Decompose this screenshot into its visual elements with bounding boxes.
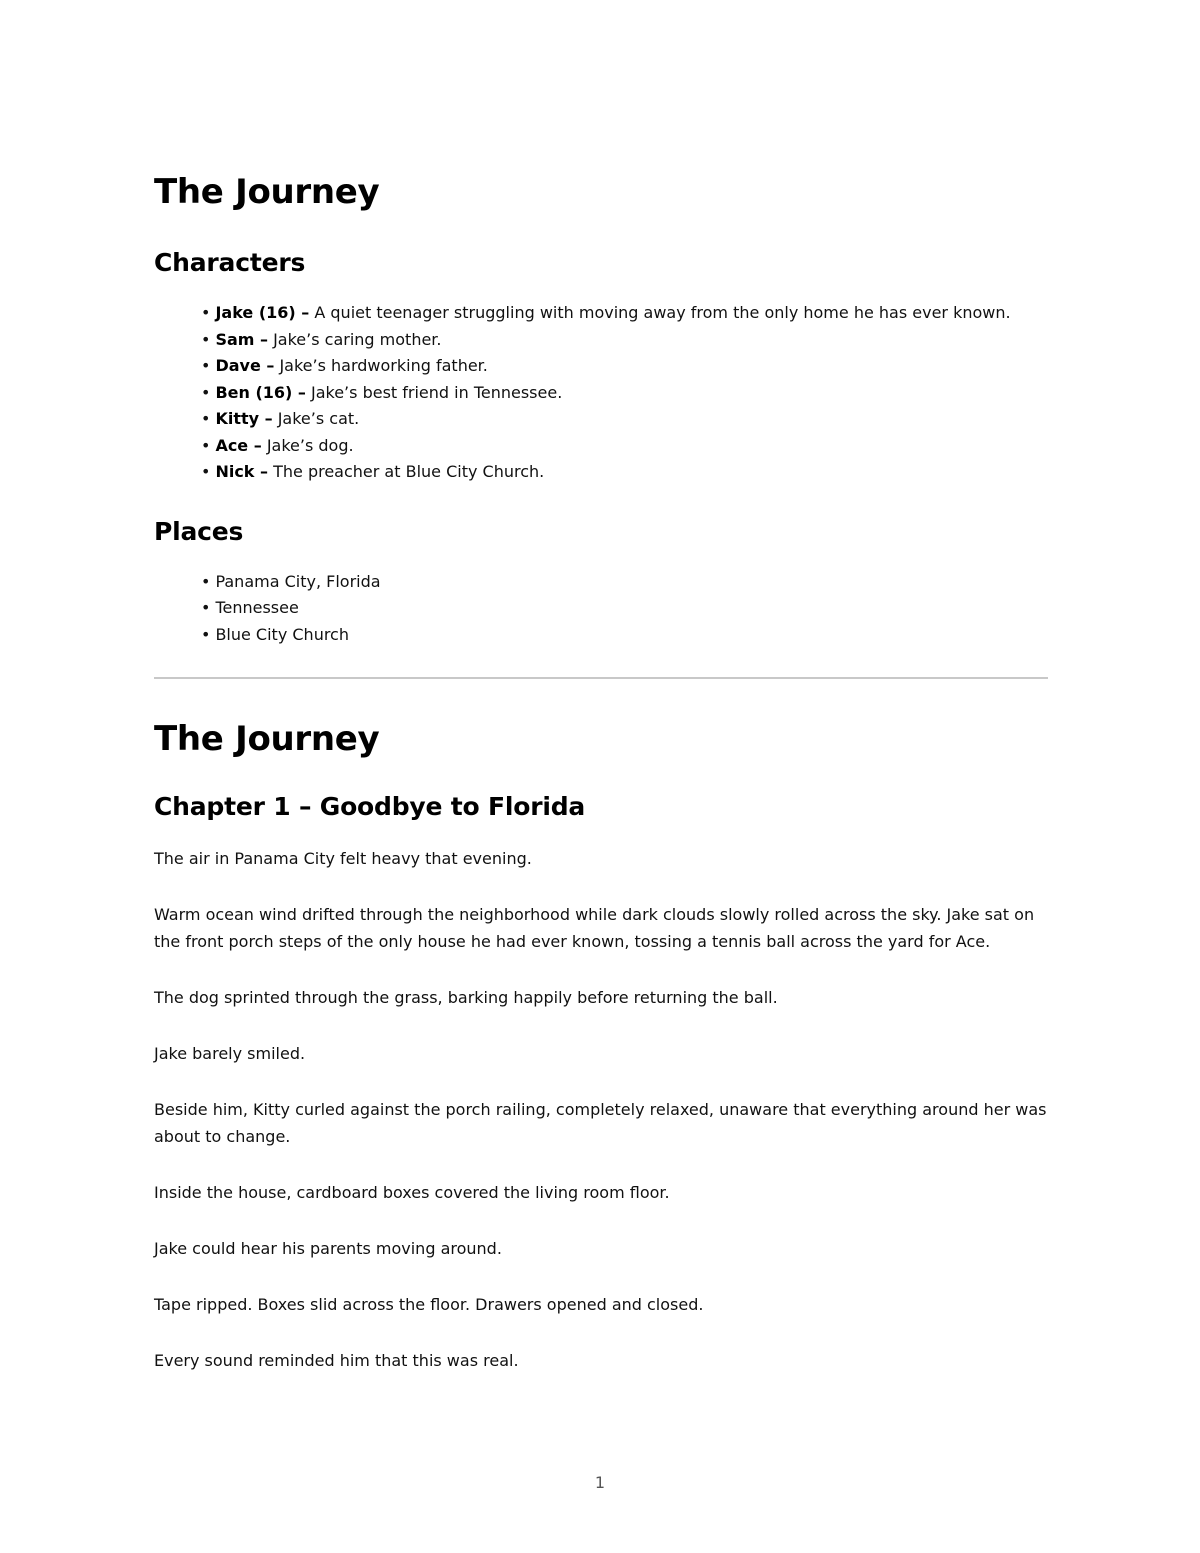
paragraph: Jake barely smiled. <box>154 1044 306 1063</box>
bullet-icon: • <box>201 329 211 349</box>
page-content <box>154 170 1048 1403</box>
chapter-body <box>154 845 1048 1374</box>
paragraph: The air in Panama City felt heavy that evening. <box>154 849 532 868</box>
character-description: Jake’s cat. <box>272 409 360 428</box>
bullet-icon: • <box>201 356 211 375</box>
bullet-icon: • <box>201 462 211 481</box>
page-number: 1 <box>594 1473 606 1492</box>
character-name: Kitty – <box>215 409 273 428</box>
bullet-icon: • <box>201 382 211 402</box>
paragraph: Beside him, Kitty curled against the porch railing, completely relaxed, unaware that everything around her was about to change. <box>154 1100 1047 1146</box>
character-name: Jake (16) – <box>215 303 310 322</box>
character-description: The preacher at Blue City Church. <box>268 462 545 481</box>
bullet-icon: • <box>201 598 211 617</box>
list-item <box>201 569 1048 596</box>
list-item <box>201 353 1048 380</box>
character-name: Dave – <box>215 356 275 375</box>
character-description: Jake’s caring mother. <box>268 329 442 349</box>
story-title: The Journey <box>154 719 380 759</box>
list-item <box>201 433 1048 460</box>
character-name: Ben (16) – <box>215 382 306 402</box>
bullet-icon: • <box>201 624 211 644</box>
characters-list <box>154 300 1048 486</box>
paragraph: Tape ripped. Boxes slid across the floor. Drawers opened and closed. <box>154 1295 704 1314</box>
bullet-icon: • <box>201 435 211 455</box>
character-name: Nick – <box>215 462 269 481</box>
list-item <box>201 380 1048 407</box>
chapter-heading: Chapter 1 – Goodbye to Florida <box>154 792 586 821</box>
place-name: Blue City Church <box>215 624 349 644</box>
places-list <box>154 569 1048 649</box>
character-name: Ace – <box>215 435 262 455</box>
list-item <box>201 300 1048 327</box>
character-description: Jake’s best friend in Tennessee. <box>305 382 563 402</box>
place-name: Tennessee <box>215 598 299 617</box>
document-title: The Journey <box>154 172 380 212</box>
paragraph: The dog sprinted through the grass, barking happily before returning the ball. <box>154 988 778 1007</box>
list-item <box>201 406 1048 433</box>
list-item <box>201 595 1048 622</box>
list-item <box>201 622 1048 649</box>
paragraph: Every sound reminded him that this was real. <box>154 1351 519 1370</box>
bullet-icon: • <box>201 571 211 591</box>
place-name: Panama City, Florida <box>215 571 381 591</box>
bullet-icon: • <box>201 409 211 428</box>
characters-heading: Characters <box>154 248 306 277</box>
places-heading: Places <box>154 516 244 546</box>
character-description: A quiet teenager struggling with moving away from the only home he has ever known. <box>309 303 1011 322</box>
paragraph: Warm ocean wind drifted through the neighborhood while dark clouds slowly rolled across the sky. Jake sat on the front porch steps of the only house he had ever known, tossing a tennis ball across the yard for Ace. <box>154 905 1035 951</box>
character-description: Jake’s dog. <box>261 435 354 455</box>
paragraph: Inside the house, cardboard boxes covered the living room floor. <box>154 1183 670 1202</box>
character-description: Jake’s hardworking father. <box>274 356 488 375</box>
character-name: Sam – <box>215 329 268 349</box>
list-item <box>201 459 1048 486</box>
section-divider <box>154 677 1048 679</box>
bullet-icon: • <box>201 303 211 322</box>
list-item <box>201 327 1048 354</box>
paragraph: Jake could hear his parents moving around. <box>154 1239 502 1258</box>
